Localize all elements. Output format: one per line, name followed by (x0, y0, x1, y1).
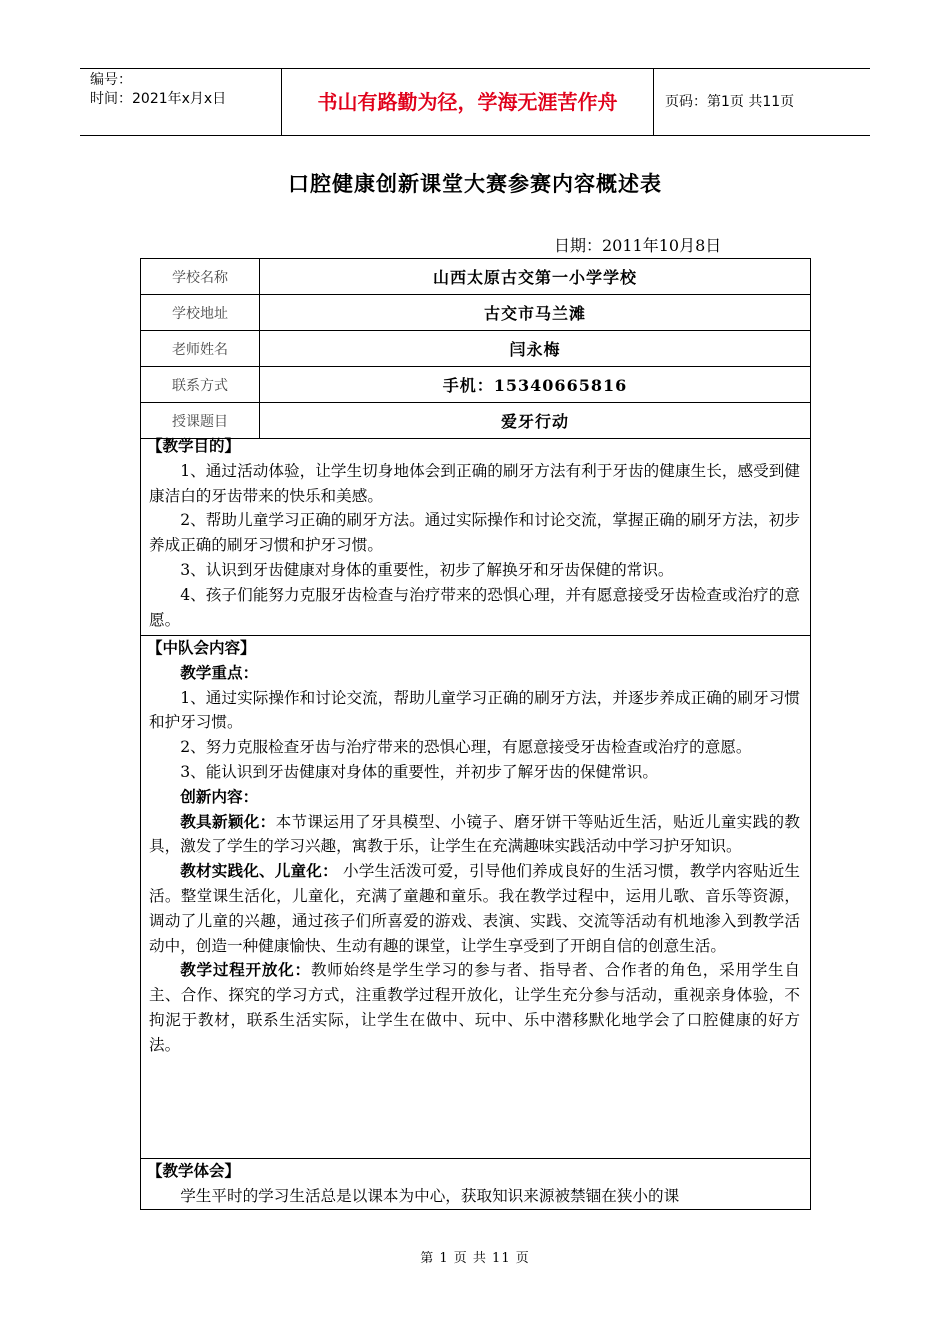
innovation-item (149, 810, 800, 860)
row-value: 山西太原古交第一小学学校 (260, 259, 811, 295)
motto: 书山有路勤为径，学海无涯苦作舟 (282, 69, 654, 135)
innovation-item (149, 958, 800, 1057)
goal-item: 2、帮助儿童学习正确的刷牙方法。通过实际操作和讨论交流，掌握正确的刷牙方法，初步养成正确的刷牙习惯和护牙习惯。 (149, 511, 800, 555)
table-row (141, 259, 811, 295)
goals-section (140, 434, 811, 636)
page-code: 页码：第1页 共11页 (665, 94, 795, 110)
goal-item: 1、通过活动体验，让学生切身地体会到正确的刷牙方法有利于牙齿的健康生长，感受到健康洁白的牙齿带来的快乐和美感。 (149, 461, 800, 505)
content-heading: 【中队会内容】 (147, 639, 256, 657)
row-value: 爱牙行动 (260, 403, 811, 439)
header-meta (80, 69, 282, 135)
row-label: 学校地址 (141, 295, 260, 331)
document-title: 口腔健康创新课堂大赛参赛内容概述表 (288, 172, 662, 196)
row-value: 闫永梅 (260, 331, 811, 367)
row-value: 古交市马兰滩 (260, 295, 811, 331)
row-label: 学校名称 (141, 259, 260, 295)
innovation-title: 教材实践化、儿童化： (180, 862, 338, 881)
innovation-text: 小学生活泼可爱，引导他们养成良好的生活习惯，教学内容贴近生活。整堂课生活化，儿童化，充满了童趣和童乐。我在教学过程中，运用儿歌、音乐等资源，调动了儿童的兴趣，通过孩子们所喜爱的游戏、表演、实践、交流等活动有机地渗入到教学活动中，创造一种健康愉快、生动有趣的课堂，让学生享受到了开朗自信的创意生活。 (149, 862, 800, 955)
focus-item: 3、能认识到牙齿健康对身体的重要性，并初步了解牙齿的保健常识。 (180, 762, 658, 781)
goal-item: 4、孩子们能努力克服牙齿检查与治疗带来的恐惧心理，并有愿意接受牙齿检查或治疗的意愿。 (149, 585, 800, 629)
content-section (140, 636, 811, 1159)
row-label: 老师姓名 (141, 331, 260, 367)
table-row (141, 331, 811, 367)
experience-section (140, 1159, 811, 1210)
page-footer: 第 1 页 共 11 页 (420, 1251, 530, 1266)
document-date: 日期：2011年10月8日 (554, 236, 722, 255)
experience-heading: 【教学体会】 (147, 1162, 241, 1180)
table-row (141, 367, 811, 403)
innovation-text: 教师始终是学生学习的参与者、指导者、合作者的角色，采用学生自主、合作、探究的学习方式，注重教学过程开放化，让学生充分参与活动，重视亲身体验，不拘泥于教材，联系生活实际，让学生在做中、玩中、乐中潜移默化地学会了口腔健康的好方法。 (149, 961, 800, 1054)
focus-item: 1、通过实际操作和讨论交流，帮助儿童学习正确的刷牙方法，并逐步养成正确的刷牙习惯和护牙习惯。 (149, 688, 800, 732)
focus-heading: 教学重点： (180, 663, 259, 682)
innovation-text: 本节课运用了牙具模型、小镜子、磨牙饼干等贴近生活，贴近儿童实践的教具，激发了学生的学习兴趣，寓教于乐，让学生在充满趣味实践活动中学习护牙知识。 (149, 812, 800, 856)
focus-item: 2、努力克服检查牙齿与治疗带来的恐惧心理，有愿意接受牙齿检查或治疗的意愿。 (180, 738, 752, 757)
info-table (140, 258, 811, 439)
innovation-heading: 创新内容： (180, 787, 259, 806)
experience-text: 学生平时的学习生活总是以课本为中心，获取知识来源被禁锢在狭小的课 (180, 1186, 680, 1205)
number-label: 编号： (90, 72, 132, 88)
time-label: 时间：2021年x月x日 (90, 91, 227, 107)
row-label: 授课题目 (141, 403, 260, 439)
row-value: 手机：15340665816 (260, 367, 811, 403)
innovation-item (149, 859, 800, 958)
page-header (80, 68, 870, 136)
innovation-title: 教学过程开放化： (180, 961, 311, 980)
innovation-title: 教具新颖化： (180, 812, 276, 831)
row-label: 联系方式 (141, 367, 260, 403)
goals-heading: 【教学目的】 (147, 437, 241, 455)
table-row (141, 295, 811, 331)
goal-item: 3、认识到牙齿健康对身体的重要性，初步了解换牙和牙齿保健的常识。 (180, 560, 674, 579)
